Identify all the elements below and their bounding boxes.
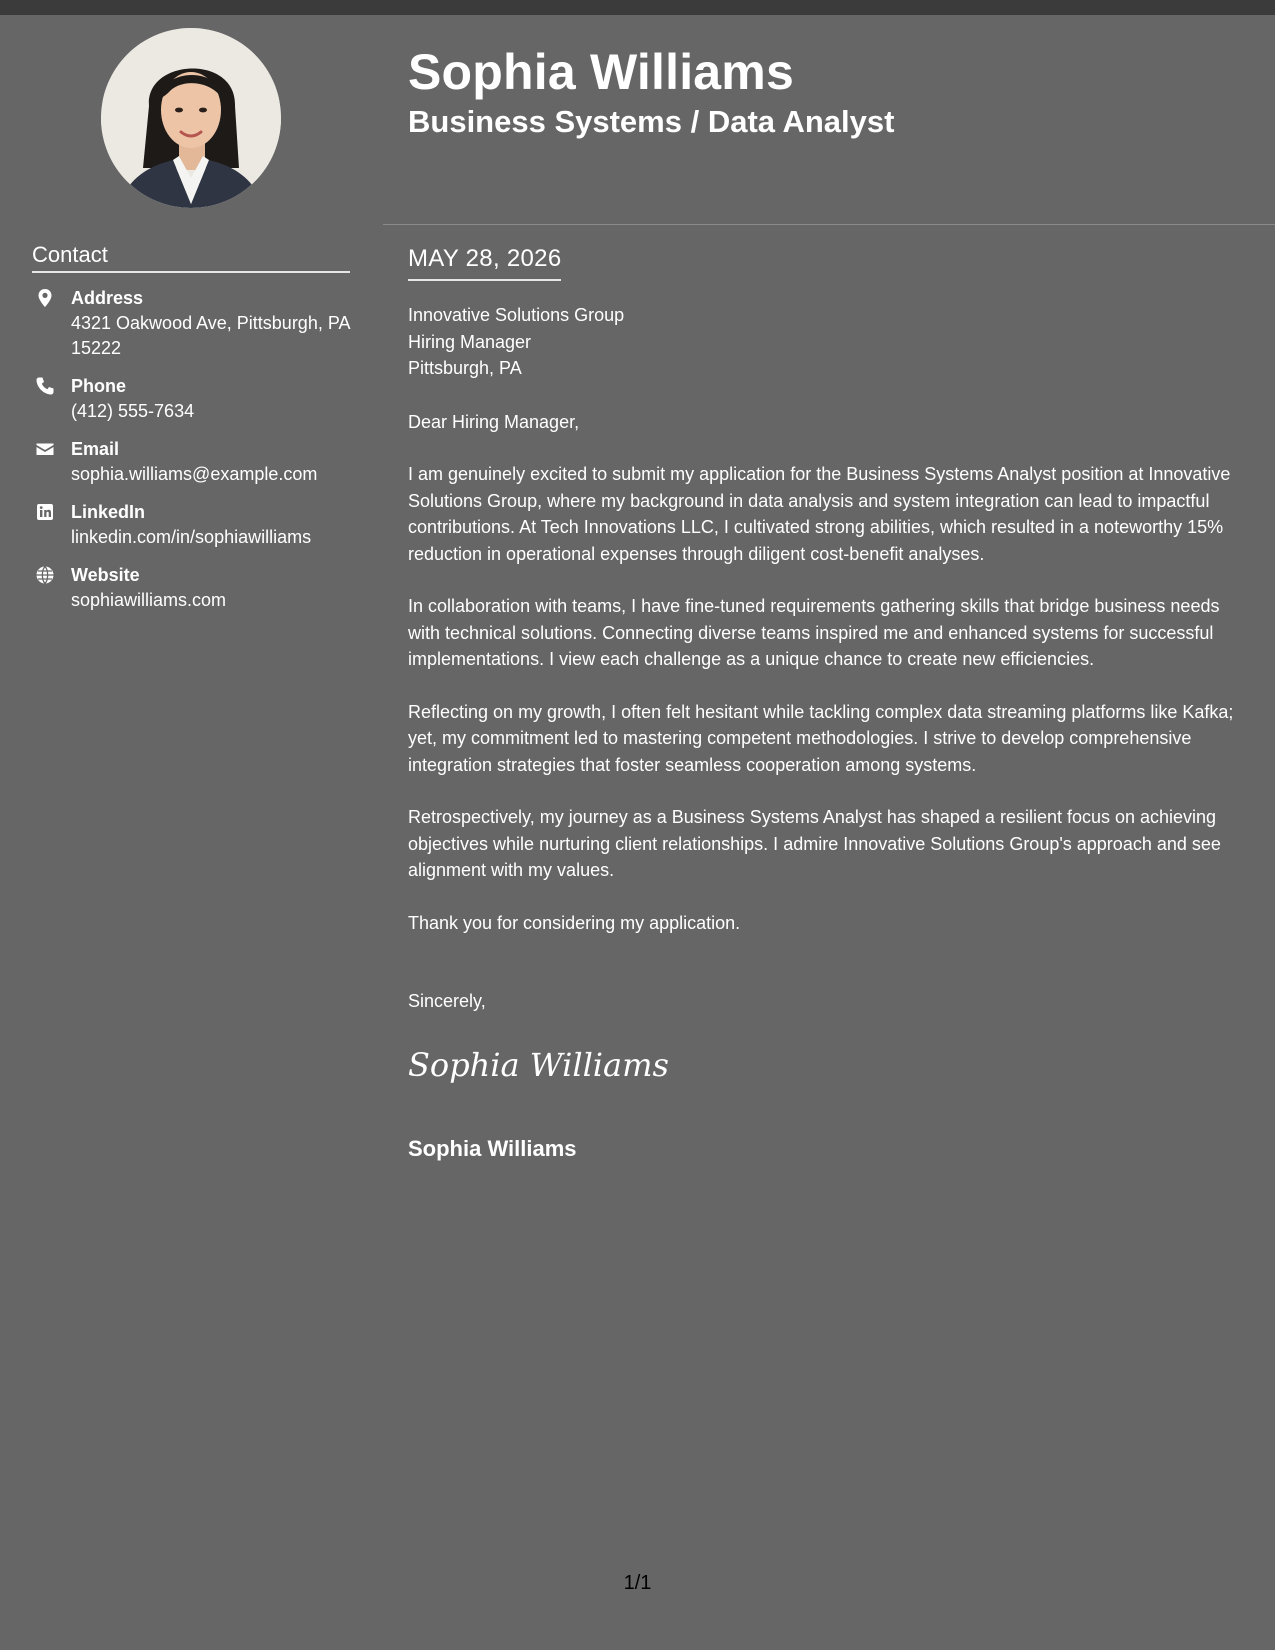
contact-heading: Contact [32, 240, 350, 273]
contact-value: 4321 Oakwood Ave, Pittsburgh, PA 15222 [71, 313, 350, 358]
candidate-name: Sophia Williams [408, 44, 794, 100]
letter-body [408, 302, 1253, 1015]
top-bar [0, 0, 1275, 15]
contact-label: LinkedIn [71, 502, 146, 522]
signature-text: Sophia Williams [408, 1046, 669, 1084]
contact-label: Website [71, 565, 140, 585]
paragraph: Retrospectively, my journey as a Business Systems Analyst has shaped a resilient focus on achieving objectives while nurturing client relationships. I admire Innovative Solutions Group's approach and see alignment with my values. [408, 807, 1221, 880]
salutation: Dear Hiring Manager, [408, 411, 580, 432]
envelope-icon [35, 439, 55, 459]
candidate-title: Business Systems / Data Analyst [408, 104, 895, 139]
signature [406, 1040, 706, 1090]
contact-value: (412) 555-7634 [71, 401, 195, 421]
paragraph: In collaboration with teams, I have fine-tuned requirements gathering skills that bridge business needs with technical solutions. Connecting diverse teams inspired me and enhanced systems for successful implementations. I view each challenge as a unique chance to create new efficiencies. [408, 596, 1220, 669]
recipient-company: Innovative Solutions Group [408, 305, 625, 325]
contact-value: sophiawilliams.com [71, 590, 227, 610]
recipient-location: Pittsburgh, PA [408, 358, 522, 378]
paragraph: Reflecting on my growth, I often felt hesitant while tackling complex data streaming platforms like Kafka; yet, my commitment led to mastering competent methodologies. I strive to develop comprehensive integration strategies that foster seamless cooperation among systems. [408, 701, 1234, 775]
signature-graphic [406, 1040, 706, 1090]
closing: Sincerely, [408, 991, 486, 1011]
avatar [101, 28, 281, 208]
linkedin-icon [35, 502, 55, 522]
contact-label: Email [71, 439, 120, 459]
contact-value: sophia.williams@example.com [71, 464, 318, 484]
header-divider [383, 224, 1275, 225]
contact-label: Address [71, 288, 144, 308]
globe-icon [35, 565, 55, 585]
signed-name: Sophia Williams [408, 1136, 577, 1161]
page-number: 1/1 [623, 1572, 652, 1594]
paragraph: I am genuinely excited to submit my application for the Business Systems Analyst position at Innovative Solutions Group, where my background in data analysis and system integration can lead to impactful contributions. At Tech Innovations LLC, I cultivated strong abilities, which resulted in a noteworthy 15% reduction in operational expenses through diligent cost-benefit analyses. [408, 464, 1231, 564]
contact-value: linkedin.com/in/sophiawilliams [71, 527, 312, 547]
profile-photo [101, 28, 281, 208]
phone-icon [35, 376, 55, 396]
recipient-role: Hiring Manager [408, 331, 532, 352]
recipient-block [408, 302, 1253, 382]
contact-label: Phone [71, 376, 127, 396]
map-pin-icon [35, 288, 55, 308]
thanks-line: Thank you for considering my application. [408, 912, 741, 933]
letter-date: MAY 28, 2026 [408, 243, 561, 281]
